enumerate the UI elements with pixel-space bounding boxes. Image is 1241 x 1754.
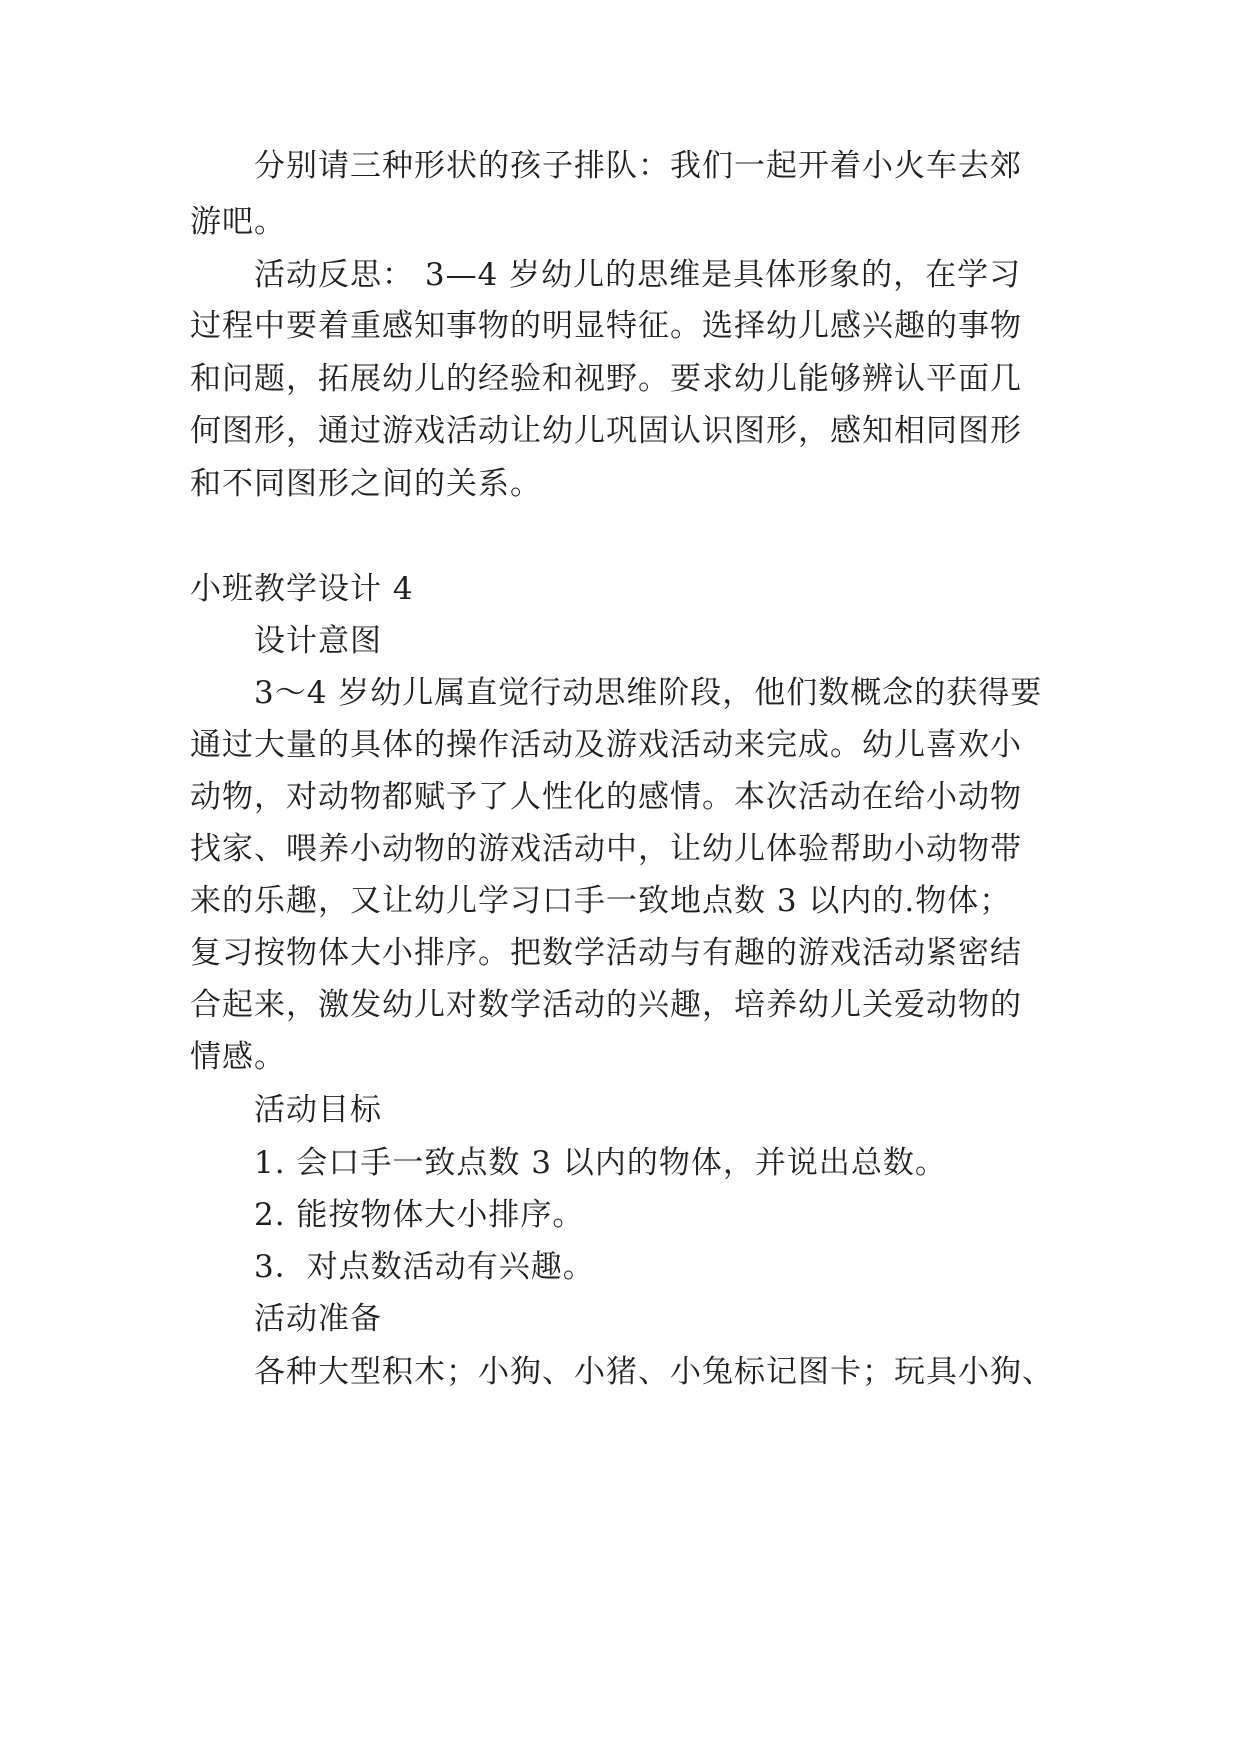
paragraph-line: 找家、喂养小动物的游戏活动中，让幼儿体验帮助小动物带 xyxy=(190,831,1022,867)
list-item: 2. 能按物体大小排序。 xyxy=(254,1197,585,1233)
paragraph-line: 活动反思： 3—4 岁幼儿的思维是具体形象的，在学习 xyxy=(254,257,1022,293)
paragraph-line: 3～4 岁幼儿属直觉行动思维阶段，他们数概念的获得要 xyxy=(254,675,1043,711)
paragraph-line: 情感。 xyxy=(190,1039,286,1075)
paragraph-line: 分别请三种形状的孩子排队：我们一起开着小火车去郊 xyxy=(254,148,1022,184)
paragraph-line: 游吧。 xyxy=(190,204,286,240)
section-heading: 设计意图 xyxy=(254,623,382,659)
paragraph-line: 通过大量的具体的操作活动及游戏活动来完成。幼儿喜欢小 xyxy=(190,727,1022,763)
section-title: 小班教学设计 4 xyxy=(190,571,414,607)
list-item: 3．对点数活动有兴趣。 xyxy=(254,1249,595,1285)
paragraph-line: 复习按物体大小排序。把数学活动与有趣的游戏活动紧密结 xyxy=(190,935,1022,971)
paragraph-line: 和不同图形之间的关系。 xyxy=(190,466,542,502)
paragraph-line: 动物，对动物都赋予了人性化的感情。本次活动在给小动物 xyxy=(190,779,1022,815)
paragraph-line: 何图形，通过游戏活动让幼儿巩固认识图形，感知相同图形 xyxy=(190,413,1022,449)
paragraph-line: 和问题，拓展幼儿的经验和视野。要求幼儿能够辨认平面几 xyxy=(190,361,1022,397)
paragraph-line: 合起来，激发幼儿对数学活动的兴趣，培养幼儿关爱动物的 xyxy=(190,987,1022,1023)
section-heading: 活动准备 xyxy=(254,1301,382,1337)
paragraph-line: 各种大型积木；小狗、小猪、小兔标记图卡；玩具小狗、 xyxy=(254,1354,1054,1390)
section-heading: 活动目标 xyxy=(254,1092,382,1128)
list-item: 1. 会口手一致点数 3 以内的物体，并说出总数。 xyxy=(254,1145,947,1181)
paragraph-line: 过程中要着重感知事物的明显特征。选择幼儿感兴趣的事物 xyxy=(190,308,1022,344)
paragraph-line: 来的乐趣，又让幼儿学习口手一致地点数 3 以内的.物体； xyxy=(190,883,1012,919)
